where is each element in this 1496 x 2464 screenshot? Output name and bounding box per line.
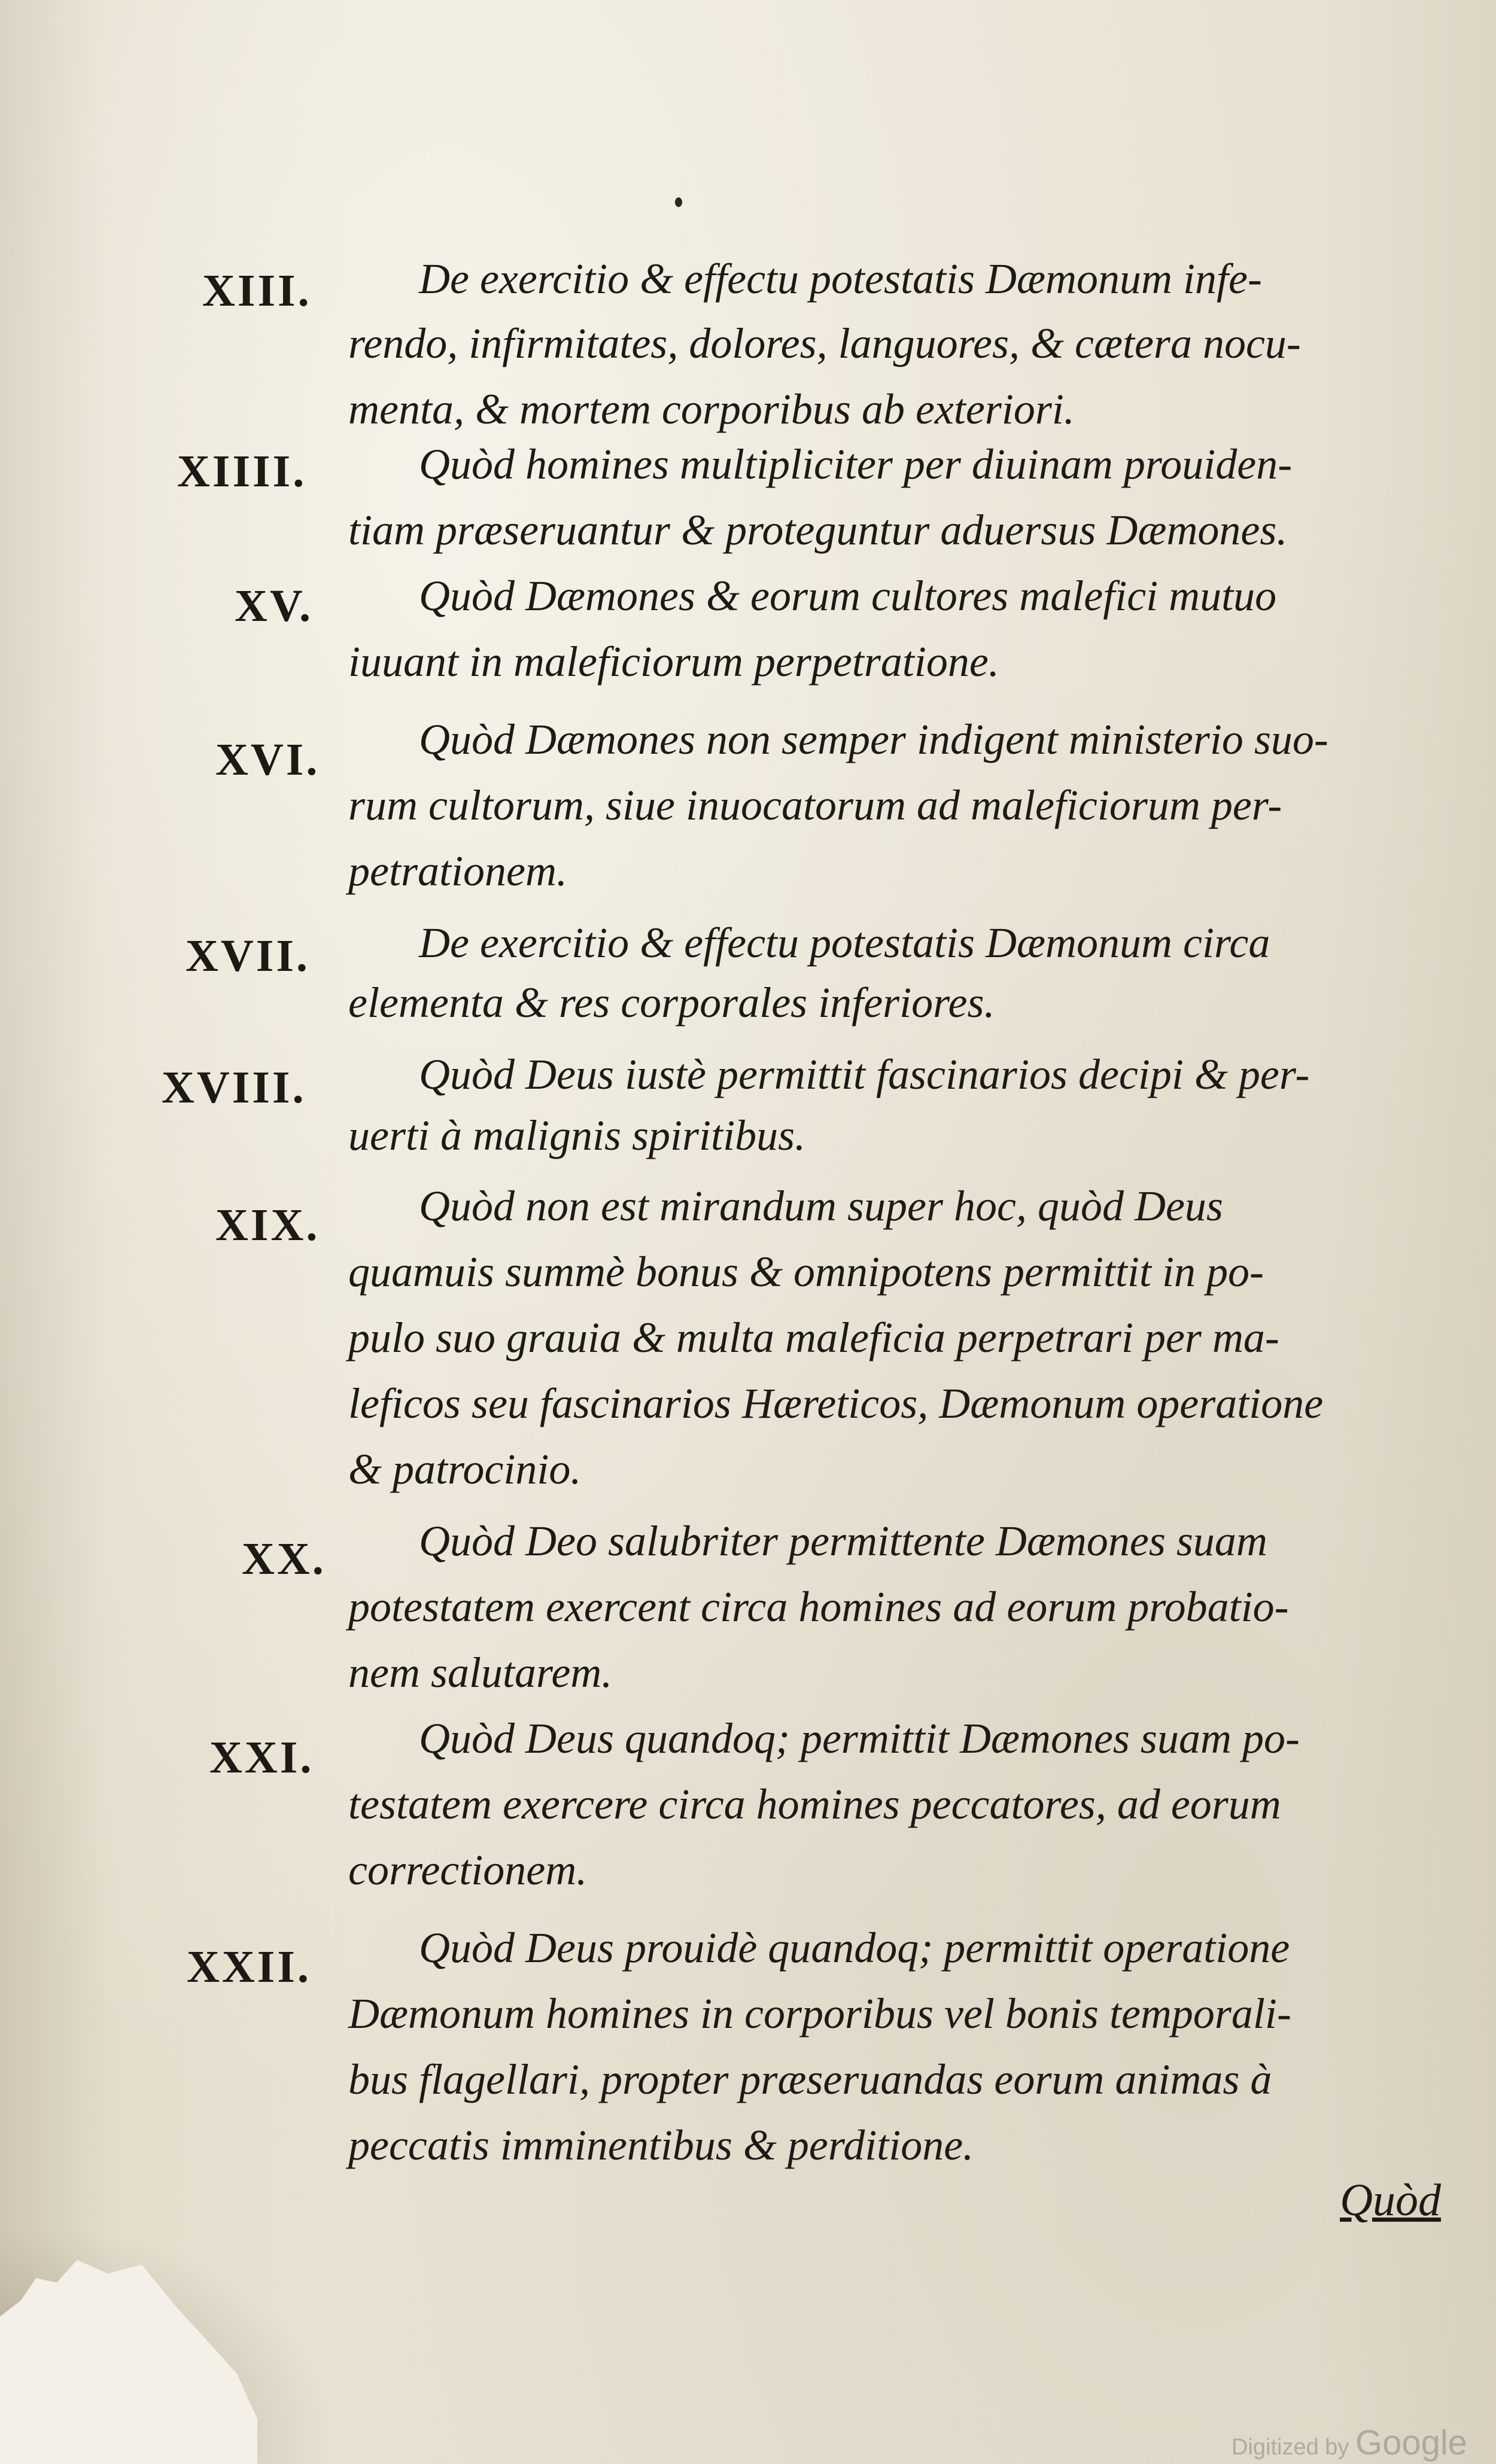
chapter-text-line: Quòd Deus prouidè quandoq; permittit operatione [419, 1924, 1290, 1972]
chapter-text-line: & patrocinio. [348, 1445, 582, 1493]
chapter-text-line: rendo, infirmitates, dolores, languores, & cætera nocu- [348, 319, 1301, 367]
chapter-text-line: Quòd Deus quandoq; permittit Dæmones suam po- [419, 1714, 1300, 1762]
chapter-text-line: Quòd Dæmones & eorum cultores malefici mutuo [419, 572, 1277, 620]
chapter-text-line: Quòd Deus iustè permittit fascinarios decipi & per- [419, 1050, 1310, 1098]
chapter-text-line: Quòd non est mirandum super hoc, quòd Deus [419, 1182, 1223, 1230]
watermark-prefix: Digitized by [1231, 2435, 1349, 2460]
chapter-text-line: iuuant in maleficiorum perpetratione. [348, 638, 999, 686]
digitization-watermark [1232, 2423, 1467, 2463]
chapter-numeral: XX. [242, 1534, 326, 1584]
chapter-numeral: XIIII. [177, 446, 307, 497]
chapter-text-line: pulo suo grauia & multa maleficia perpetrari per ma- [348, 1314, 1279, 1362]
chapter-text-line: peccatis imminentibus & perditione. [348, 2121, 974, 2169]
chapter-text-line: Quòd Deo salubriter permittente Dæmones suam [419, 1517, 1267, 1565]
catchword: Quòd [1340, 2175, 1441, 2225]
chapter-numeral: XXI. [209, 1732, 314, 1783]
chapter-text-line: tiam præseruantur & proteguntur aduersus Dæmones. [348, 506, 1288, 554]
chapter-text-line: rum cultorum, siue inuocatorum ad maleficiorum per- [348, 781, 1282, 829]
chapter-text-line: elementa & res corporales inferiores. [348, 979, 995, 1027]
chapter-numeral: XXII. [187, 1942, 311, 1992]
chapter-text-line: petrationem. [348, 847, 567, 895]
chapter-numeral: XVI. [215, 735, 320, 785]
chapter-text-line: Dæmonum homines in corporibus vel bonis temporali- [348, 1990, 1291, 2037]
chapter-text-line: potestatem exercent circa homines ad eorum probatio- [348, 1583, 1289, 1631]
ink-mark [675, 197, 682, 207]
chapter-text-line: testatem exercere circa homines peccatores, ad eorum [348, 1780, 1281, 1828]
chapter-text-line: Quòd Dæmones non semper indigent ministerio suo- [419, 715, 1328, 763]
chapter-text-line: De exercitio & effectu potestatis Dæmonum infe- [419, 255, 1262, 303]
chapter-text-line: Quòd homines multipliciter per diuinam prouiden- [419, 440, 1293, 488]
chapter-numeral: XIII. [202, 266, 312, 316]
chapter-numeral: XV. [235, 581, 313, 631]
chapter-numeral: XVIII. [162, 1062, 306, 1113]
chapter-text-line: bus flagellari, propter præseruandas eorum animas à [348, 2055, 1272, 2103]
chapter-text-line: quamuis summè bonus & omnipotens permittit in po- [348, 1248, 1264, 1296]
chapter-text-line: correctionem. [348, 1846, 588, 1894]
chapter-numeral: XVII. [186, 931, 310, 981]
chapter-text-line: uerti à malignis spiritibus. [348, 1111, 806, 1159]
chapter-numeral: XIX. [215, 1200, 320, 1250]
chapter-text-line: nem salutarem. [348, 1649, 613, 1697]
watermark-brand: Google [1355, 2423, 1467, 2462]
chapter-text-line: De exercitio & effectu potestatis Dæmonum circa [419, 919, 1270, 967]
chapter-text-line: menta, & mortem corporibus ab exteriori. [348, 385, 1075, 433]
chapter-text-line: leficos seu fascinarios Hæreticos, Dæmonum operatione [348, 1379, 1324, 1427]
